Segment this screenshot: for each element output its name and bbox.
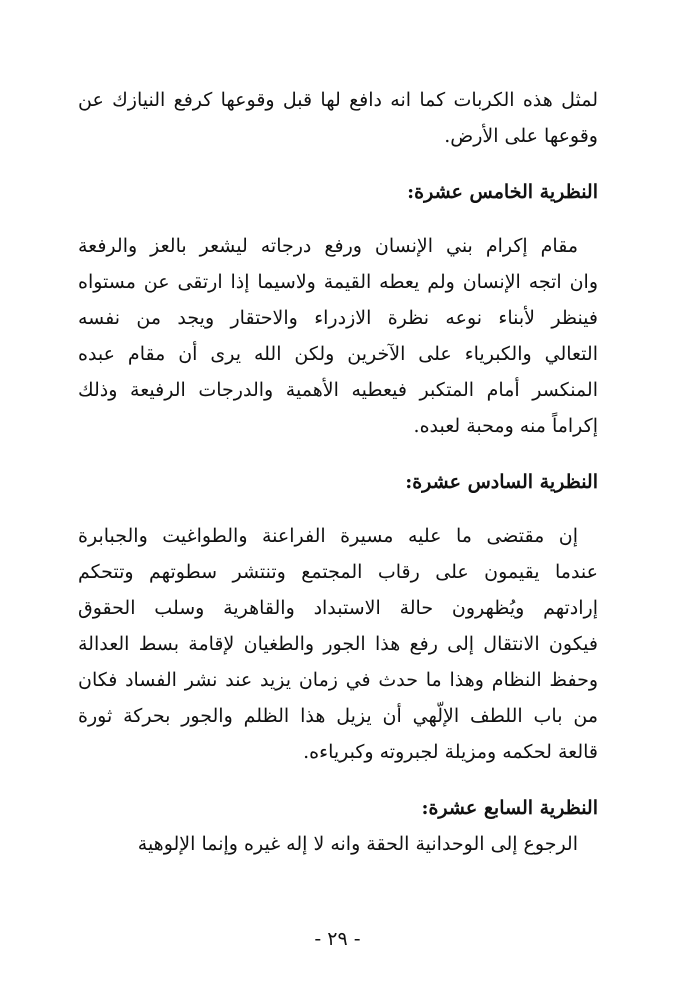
text-line: إرادتهم ويُظهرون حالة الاستبداد والقاهرية وسلب الحقوق: [78, 597, 598, 619]
text-line: قالعة لحكمه ومزيلة لجبروته وكبرياءه.: [303, 741, 598, 763]
section-16: [78, 464, 598, 770]
section-heading: النظرية السادس عشرة:: [405, 471, 598, 493]
text-line: مقام إكرام بني الإنسان ورفع درجاته ليشعر بالعز والرفعة: [78, 235, 578, 257]
text-line: وحفظ النظام وهذا ما حدث في زمان يزيد عند نشر الفساد فكان: [78, 669, 598, 691]
text-line: لمثل هذه الكربات كما انه دافع لها قبل وقوعها كرفع النيازك عن: [78, 89, 598, 111]
text-line: من باب اللطف الإلّهي أن يزيل هذا الظلم والجور بحركة ثورة: [78, 705, 598, 727]
text-line: إكراماً منه ومحبة لعبده.: [413, 415, 598, 437]
section-15: [78, 174, 598, 444]
text-line: المنكسر أمام المتكبر فيعطيه الأهمية والدرجات الرفيعة وذلك: [78, 379, 598, 401]
text-line: وان اتجه الإنسان ولم يعطه القيمة ولاسيما إذا ارتقى عن مستواه: [78, 271, 598, 293]
text-line: إن مقتضى ما عليه مسيرة الفراعنة والطواغيت والجبابرة: [78, 525, 579, 547]
text-line: الرجوع إلى الوحدانية الحقة وانه لا إله غيره وإنما الإلوهية: [137, 833, 578, 855]
document-page: [78, 82, 598, 862]
text-line: فينظر لأبناء نوعه نظرة الازدراء والاحتقار ويجد من نفسه: [78, 307, 598, 329]
section-17: [78, 790, 598, 862]
section-heading: النظرية الخامس عشرة:: [407, 181, 598, 203]
text-line: التعالي والكبرياء على الآخرين ولكن الله يرى أن مقام عبده: [78, 343, 598, 365]
page-number: - ٢٩ -: [314, 928, 361, 950]
text-line: فيكون الانتقال إلى رفع هذا الجور والطغيان لإقامة بسط العدالة: [78, 633, 598, 655]
section-heading: النظرية السابع عشرة:: [421, 797, 598, 819]
text-line: عندما يقيمون على رقاب المجتمع وتنتشر سطوتهم وتتحكم: [78, 561, 598, 583]
text-line: وقوعها على الأرض.: [444, 125, 598, 147]
intro-paragraph: [78, 82, 598, 154]
